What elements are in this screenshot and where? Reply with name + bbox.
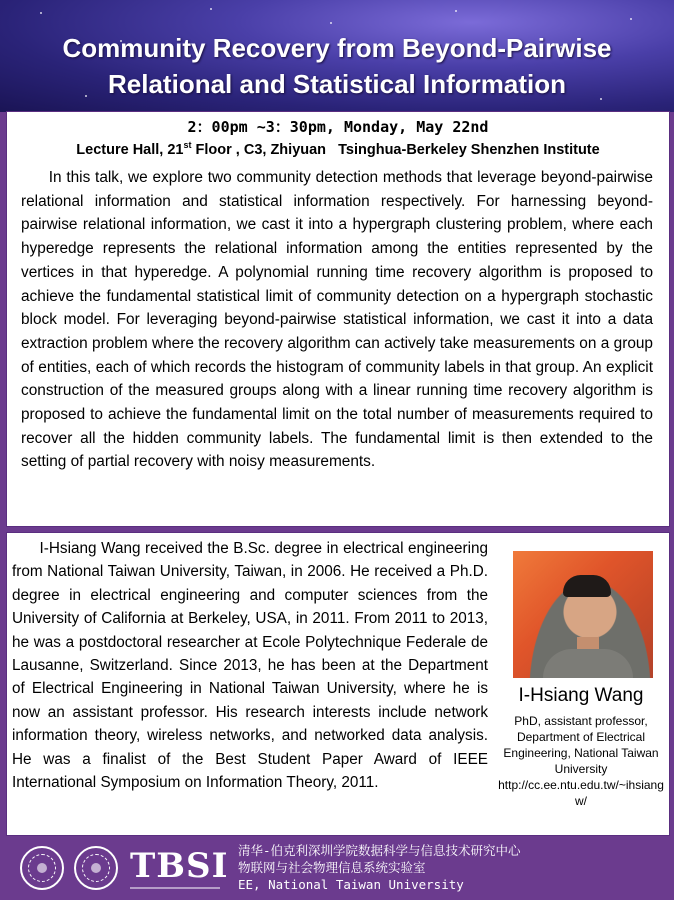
footer [0, 836, 674, 900]
role-line-1: PhD, assistant professor, [514, 714, 648, 728]
speaker-role [493, 713, 669, 809]
role-line-4: University [554, 762, 608, 776]
star-decoration [455, 10, 457, 12]
speaker-photo [513, 551, 653, 678]
footer-line-1: 清华-伯克利深圳学院数据科学与信息技术研究中心 [238, 843, 521, 858]
venue-prefix: Lecture Hall, 21 [76, 141, 184, 158]
speaker-panel [6, 532, 670, 836]
role-line-2: Department of Electrical [516, 730, 646, 744]
header-banner [0, 0, 674, 112]
title-line-2: Relational and Statistical Information [108, 69, 566, 99]
footer-line-2: 物联网与社会物理信息系统实验室 [238, 860, 426, 875]
star-decoration [210, 8, 212, 10]
photo-hair [563, 575, 611, 597]
role-line-3: Engineering, National Taiwan [503, 746, 659, 760]
photo-shirt [543, 649, 633, 678]
page-title [0, 30, 674, 102]
tbsi-logo-underline [130, 887, 220, 889]
speaker-name: I-Hsiang Wang [518, 685, 644, 706]
speaker-homepage-link[interactable]: http://cc.ee.ntu.edu.tw/~ihsiangw/ [498, 778, 664, 808]
tbsi-logo: TBSI [130, 846, 229, 886]
star-decoration [330, 22, 332, 24]
event-time: 2：00pm ~3：30pm, Monday, May 22nd [187, 118, 489, 136]
star-decoration [40, 12, 42, 14]
title-line-1: Community Recovery from Beyond-Pairwise [62, 33, 612, 63]
abstract-text: In this talk, we explore two community detection methods that leverage beyond-pairwise relational information and statistical information respectively. For harnessing beyond-pairwise relational information, we cast it into a hypergraph clustering problem, where each hyperedge represents the relational information among the entities represented by the vertices in that hyperedge. A polynomial running time recovery algorithm is proposed to achieve the fundamental statistical limit of community detection on a hypergraph stochastic block model. For leveraging beyond-pairwise statistical information, we cast it into a data extraction problem where the recovery algorithm can actively take measurements on a group of entities, each of which records the histogram of community labels in that group. An explicit construction of the measured groups along with a linear running time recovery algorithm is proposed to achieve the fundamental limit on the total number of measurements required to recover all the hidden community labels. The fundamental limit is then extended to the setting of partial recovery with noisy measurements. [21, 169, 653, 471]
venue-suffix: Floor , C3, Zhiyuan Tsinghua-Berkeley Shenzhen Institute [191, 141, 600, 158]
berkeley-seal-icon [74, 846, 118, 890]
abstract-panel [6, 111, 670, 527]
star-decoration [630, 18, 632, 20]
tsinghua-seal-icon [20, 846, 64, 890]
footer-affiliations [238, 842, 521, 893]
event-venue [7, 140, 669, 158]
venue-ordinal: st [183, 140, 192, 150]
speaker-bio: I-Hsiang Wang received the B.Sc. degree in electrical engineering from National Taiwan University, Taiwan, in 2006. He received a Ph.D. degree in electrical engineering and computer sciences from the University of California at Berkeley, USA, in 2011. From 2011 to 2013, he was a postdoctoral researcher at Ecole Polytechnique Federale de Lausanne, Switzerland. Since 2013, he has been at the Department of Electrical Engineering in National Taiwan University, where he is now an assistant professor. His research interests include network information theory, wireless networks, and networked data analysis. He was a finalist of the Best Student Paper Award of IEEE International Symposium on Information Theory, 2011. [12, 540, 488, 792]
footer-line-3: EE, National Taiwan University [238, 877, 464, 892]
